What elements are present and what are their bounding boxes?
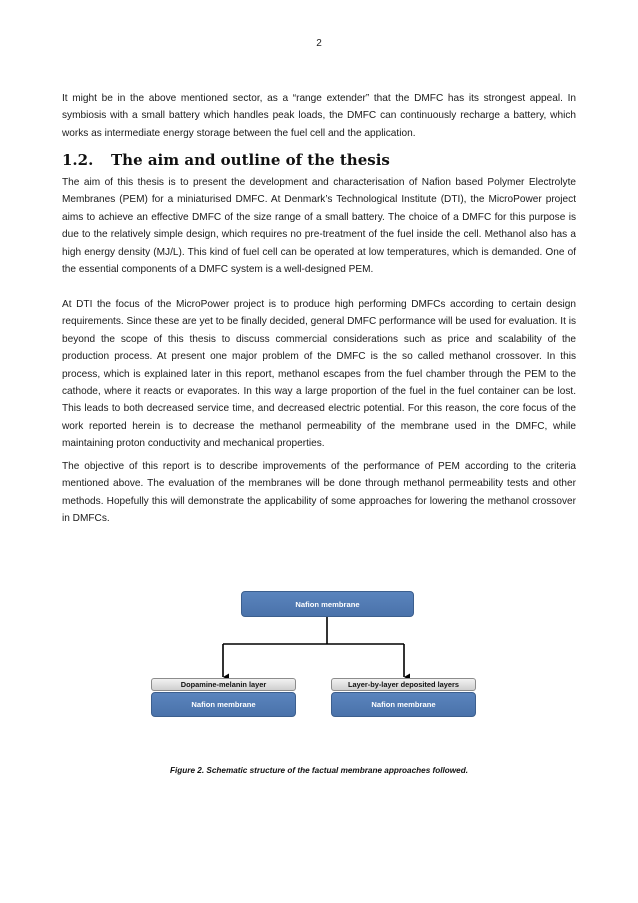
page-number: 2	[316, 38, 322, 49]
dopamine-label: Dopamine-melanin layer	[151, 678, 296, 691]
top-nafion-box: Nafion membrane	[241, 591, 414, 617]
layer-by-layer-label: Layer-by-layer deposited layers	[331, 678, 476, 691]
aim-paragraph: The aim of this thesis is to present the development and characterisation of Nafion based Polymer Electrolyte Membranes (PEM) for a miniaturised DMFC. At Denmark’s Technological Institute (DTI), the MicroPower project aims to achieve an effective DMFC of the size range of a small battery. The choice of a DMFC for this purpose is due to the relatively simple design, which requires no pre-treatment of the fuel inside the cell. Methanol also has a high energy density (MJ/L). This kind of fuel cell can be operated at low temperatures, which is demanded. One of the essential components of a DMFC system is a well-designed PEM.	[62, 177, 576, 276]
right-nafion-box: Nafion membrane	[331, 692, 476, 717]
objective-paragraph: The objective of this report is to describe improvements of the performance of PEM according to the criteria mentioned above. The evaluation of the membranes will be done through methanol permeability tests and other methods. Hopefully this will demonstrate the applicability of some approaches for lowering the methanol crossover in DMFCs.	[62, 461, 576, 525]
figure-caption: Figure 2. Schematic structure of the factual membrane approaches followed.	[169, 766, 468, 775]
section-heading	[62, 151, 576, 169]
intro-paragraph: It might be in the above mentioned sector, as a “range extender” that the DMFC has its strongest appeal. In symbiosis with a small battery which handles peak loads, the DMFC can continuously recharge a battery, which works as intermediate energy storage between the fuel cell and the application.	[62, 93, 576, 139]
section-number: 1.2.	[62, 151, 94, 169]
focus-paragraph: At DTI the focus of the MicroPower project is to produce high performing DMFCs according to certain design requirements. Since these are yet to be finally decided, general DMFC performance will be used for evaluation. It is beyond the scope of this thesis to discuss commercial considerations such as price and scalability of the production process. At present one major problem of the DMFC is the so called methanol crossover. In this process, which is explained later in this report, methanol escapes from the fuel chamber through the PEM to the cathode, where it reacts or evaporates. In this way a large proportion of the fuel in the fuel container can be lost. This leads to both decreased service time, and decreased electric potential. For this reason, the core focus of the work reported herein is to decrease the methanol permeability of the membrane used in the DMFC, while maintaining proton conductivity and mechanical properties.	[62, 299, 576, 450]
section-title: The aim and outline of the thesis	[111, 151, 390, 169]
left-nafion-box: Nafion membrane	[151, 692, 296, 717]
